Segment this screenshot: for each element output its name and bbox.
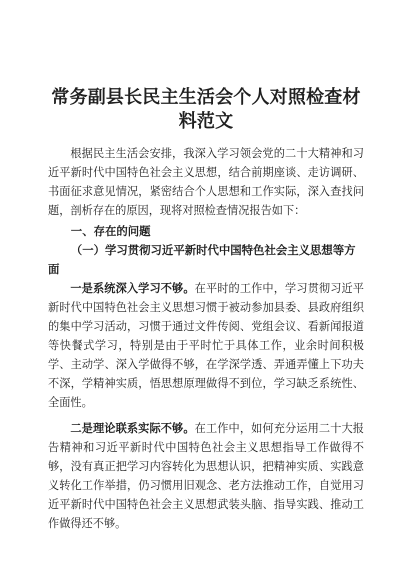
problem-paragraph-1 (48, 279, 364, 412)
problem-1-text: 在平时的工作中，学习贯彻习近平新时代中国特色社会主义思想习惯于被动参加县委、县政府组织的集中学习活动，习惯于通过文件传阅、党组会议、看新闻报道等快餐式学习，特别是由于平时忙于具体工作，业余时间积极学、主动学、深入学做得不够，在学深学透、弄通弄懂上下功夫不深，学精神实质，悟思想原理做得不到位，学习缺乏系统性、全面性。 (48, 282, 364, 409)
document-body (48, 144, 364, 533)
problem-paragraph-2 (48, 419, 364, 533)
intro-paragraph: 根据民主生活会安排，我深入学习领会党的二十大精神和习近平新时代中国特色社会主义思想，结合前期座谈、走访调研、书面征求意见情况，紧密结合个人思想和工作实际，深入查找问题，剖析存在的原因，现将对照检查情况报告如下： (48, 147, 364, 217)
problem-2-text: 在工作中，如何充分运用二十大报告精神和习近平新时代中国特色社会主义思想指导工作做得不够，没有真正把学习内容转化为思想认识，把精神实质、实践意义转化工作举措，仍习惯用旧观念、老方法推动工作，自觉用习近平新时代中国特色社会主义思想武装头脑、指导实践、推动工作做得还不够。 (48, 422, 364, 530)
problem-2-lead: 二是理论联系实际不够。 (70, 421, 195, 435)
problem-1-lead: 一是系统深入学习不够。 (70, 281, 195, 295)
document-title: 常务副县长民主生活会个人对照检查材料范文 (51, 87, 361, 132)
subsection-heading-study-implementation: （一）学习贯彻习近平新时代中国特色社会主义思想等方面 (48, 243, 356, 276)
section-heading-existing-problems: 一、存在的问题 (70, 224, 151, 238)
